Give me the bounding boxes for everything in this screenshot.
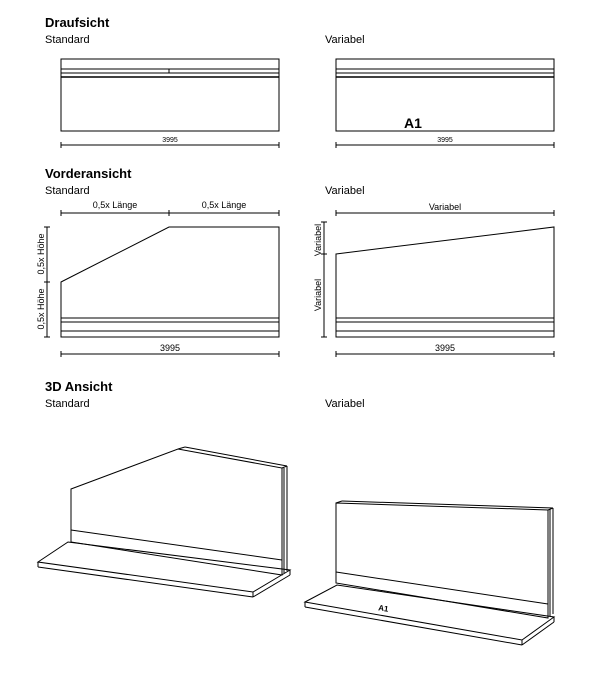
front-variable-length-label: 3995 xyxy=(434,343,456,353)
front-standard-half-length-2: 0,5x Länge xyxy=(201,200,247,210)
label-front-standard: Standard xyxy=(45,185,90,197)
top-view-marker-a1: A1 xyxy=(404,115,422,131)
front-standard-half-length-1: 0,5x Länge xyxy=(92,200,138,210)
front-view-variable-dimensions xyxy=(321,210,554,357)
label-top-standard: Standard xyxy=(45,34,90,46)
iso-view-marker-a1: A1 xyxy=(377,603,390,614)
top-variable-length-label: 3995 xyxy=(437,137,453,144)
heading-top-view: Draufsicht xyxy=(45,15,110,30)
top-view-variable-outline xyxy=(336,59,554,131)
front-standard-length-label: 3995 xyxy=(159,343,181,353)
iso-view-variable-wall xyxy=(305,501,554,645)
label-iso-standard: Standard xyxy=(45,398,90,410)
top-view-standard-outline xyxy=(61,59,279,131)
label-iso-variable: Variabel xyxy=(325,398,365,410)
front-standard-half-height-upper: 0,5x Höhe xyxy=(36,233,46,275)
label-top-variable: Variabel xyxy=(325,34,365,46)
front-standard-half-height-lower: 0,5x Höhe xyxy=(36,288,46,330)
label-front-variable: Variabel xyxy=(325,185,365,197)
top-standard-length-label: 3995 xyxy=(162,137,178,144)
front-variable-top-label: Variabel xyxy=(428,202,462,212)
front-view-standard-dimensions xyxy=(44,210,279,357)
iso-view-standard-wall xyxy=(38,447,290,597)
front-variable-side-label-upper: Variabel xyxy=(313,223,323,257)
front-view-variable-outline xyxy=(336,227,554,337)
front-variable-side-label-lower: Variabel xyxy=(313,278,323,312)
heading-front-view: Vorderansicht xyxy=(45,166,132,181)
heading-iso-view: 3D Ansicht xyxy=(45,379,113,394)
front-view-standard-outline xyxy=(61,227,279,337)
